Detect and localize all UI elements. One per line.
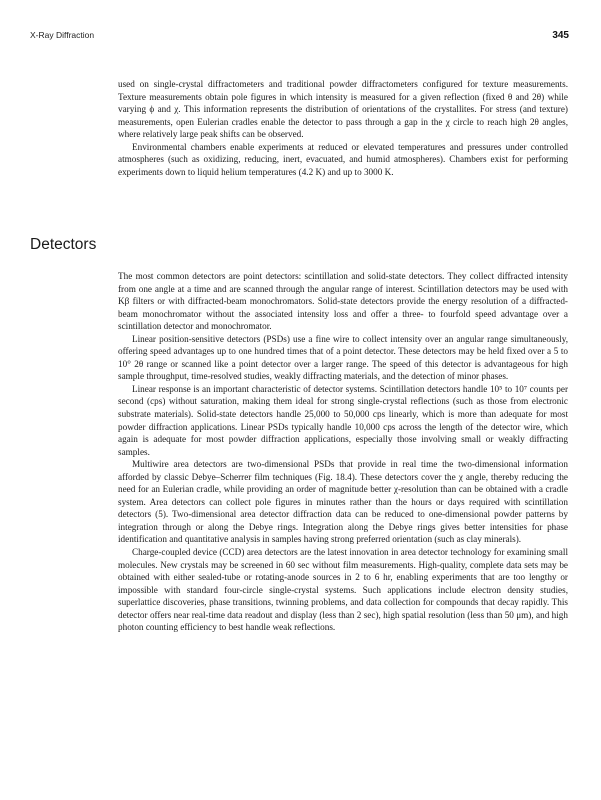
detectors-paragraph-5: Charge-coupled device (CCD) area detectors are the latest innovation in area detector technology for examining small molecules. New crystals may be screened in 60 sec without film measurements. High-quality, complete data sets may be obtained with either sealed-tube or rotating-anode sources in 2 to 6 hr, enabling experiments that are too lengthy or impossible with standard four-circle single-crystal systems. Such applications include electron density studies, superlattice discoveries, phase transitions, twinning problems, and data collection for compounds that decay rapidly. This detector offers near real-time data readout and display (less than 2 sec), high spatial resolution (less than 50 μm), and high photon counting efficiency to best handle weak reflections. <box>118 547 568 633</box>
detectors-paragraph-2: Linear position-sensitive detectors (PSDs) use a fine wire to collect intensity over an angular range simultaneously, offering speed advantages up to one hundred times that of a point detector. These detectors may be held fixed over a 5 to 10° 2θ range or scanned like a point detector over a larger range. The speed of this detector is advantageous for high sample throughput, time-resolved studies, weakly diffracting materials, and the detection of minor phases. <box>118 333 568 382</box>
intro-paragraph-2: Environmental chambers enable experiments at reduced or elevated temperatures and pressures under controlled atmospheres (such as oxidizing, reducing, inert, evacuated, and humid atmospheres). Chambers exist for performing experiments down to liquid helium temperatures (4.2 K) and up to 3000 K. <box>118 141 568 177</box>
intro-text-block <box>118 78 568 178</box>
running-title: X-Ray Diffraction <box>30 30 95 40</box>
page-number: 345 <box>552 30 569 41</box>
detectors-text-block <box>118 270 568 634</box>
intro-paragraph-1: used on single-crystal diffractometers and traditional powder diffractometers configured for texture measurements. Texture measurements obtain pole figures in which intensity is measured for a given reflection (fixed θ and 2θ) while varying ϕ and χ. This information represents the distribution of orientations of the crystallites. For stress (and texture) measurements, open Eulerian cradles enable the detector to pass through a gap in the χ circle to reach high 2θ angles, where relatively large peak shifts can be observed. <box>118 79 568 140</box>
section-heading-detectors: Detectors <box>30 236 97 253</box>
detectors-paragraph-1: The most common detectors are point detectors: scintillation and solid-state detectors. They collect diffracted intensity from one angle at a time and are scanned through the angular range of interest. Scintillation detectors may be used with Kβ filters or with diffracted-beam monochromators. Solid-state detectors provide the energy resolution of a diffracted-beam monochromator without the associated intensity loss and offer a three- to fourfold speed advantage over a scintillation detector and monochromator. <box>118 271 568 332</box>
running-header <box>30 30 569 41</box>
detectors-paragraph-3: Linear response is an important characteristic of detector systems. Scintillation detectors handle 10⁵ to 10⁷ counts per second (cps) without saturation, making them ideal for strong single-crystal reflections (such as those from electronic substrate materials). Solid-state detectors handle 25,000 to 50,000 cps linearly, which is more than adequate for most powder diffraction applications. Linear PSDs typically handle 10,000 cps across the length of the detector wire, which again is adequate for most powder diffraction applications, especially those involving small or weakly diffracting samples. <box>118 383 568 457</box>
detectors-paragraph-4: Multiwire area detectors are two-dimensional PSDs that provide in real time the two-dimensional information afforded by classic Debye–Scherrer film techniques (Fig. 18.4). These detectors cover the χ angle, thereby reducing the need for an Eulerian cradle, while providing an order of magnitude better χ-resolution than can be obtained with a cradle system. Area detectors can collect pole figures in minutes rather than the hours or days required with scintillation detectors (5). Two-dimensional area detector diffraction data can be reduced to one-dimensional powder patterns by integration through or along the Debye rings. Integration along the Debye rings gives better intensities for phase identification and quantitative analysis in samples having strong preferred orientation (such as clay minerals). <box>118 459 568 545</box>
